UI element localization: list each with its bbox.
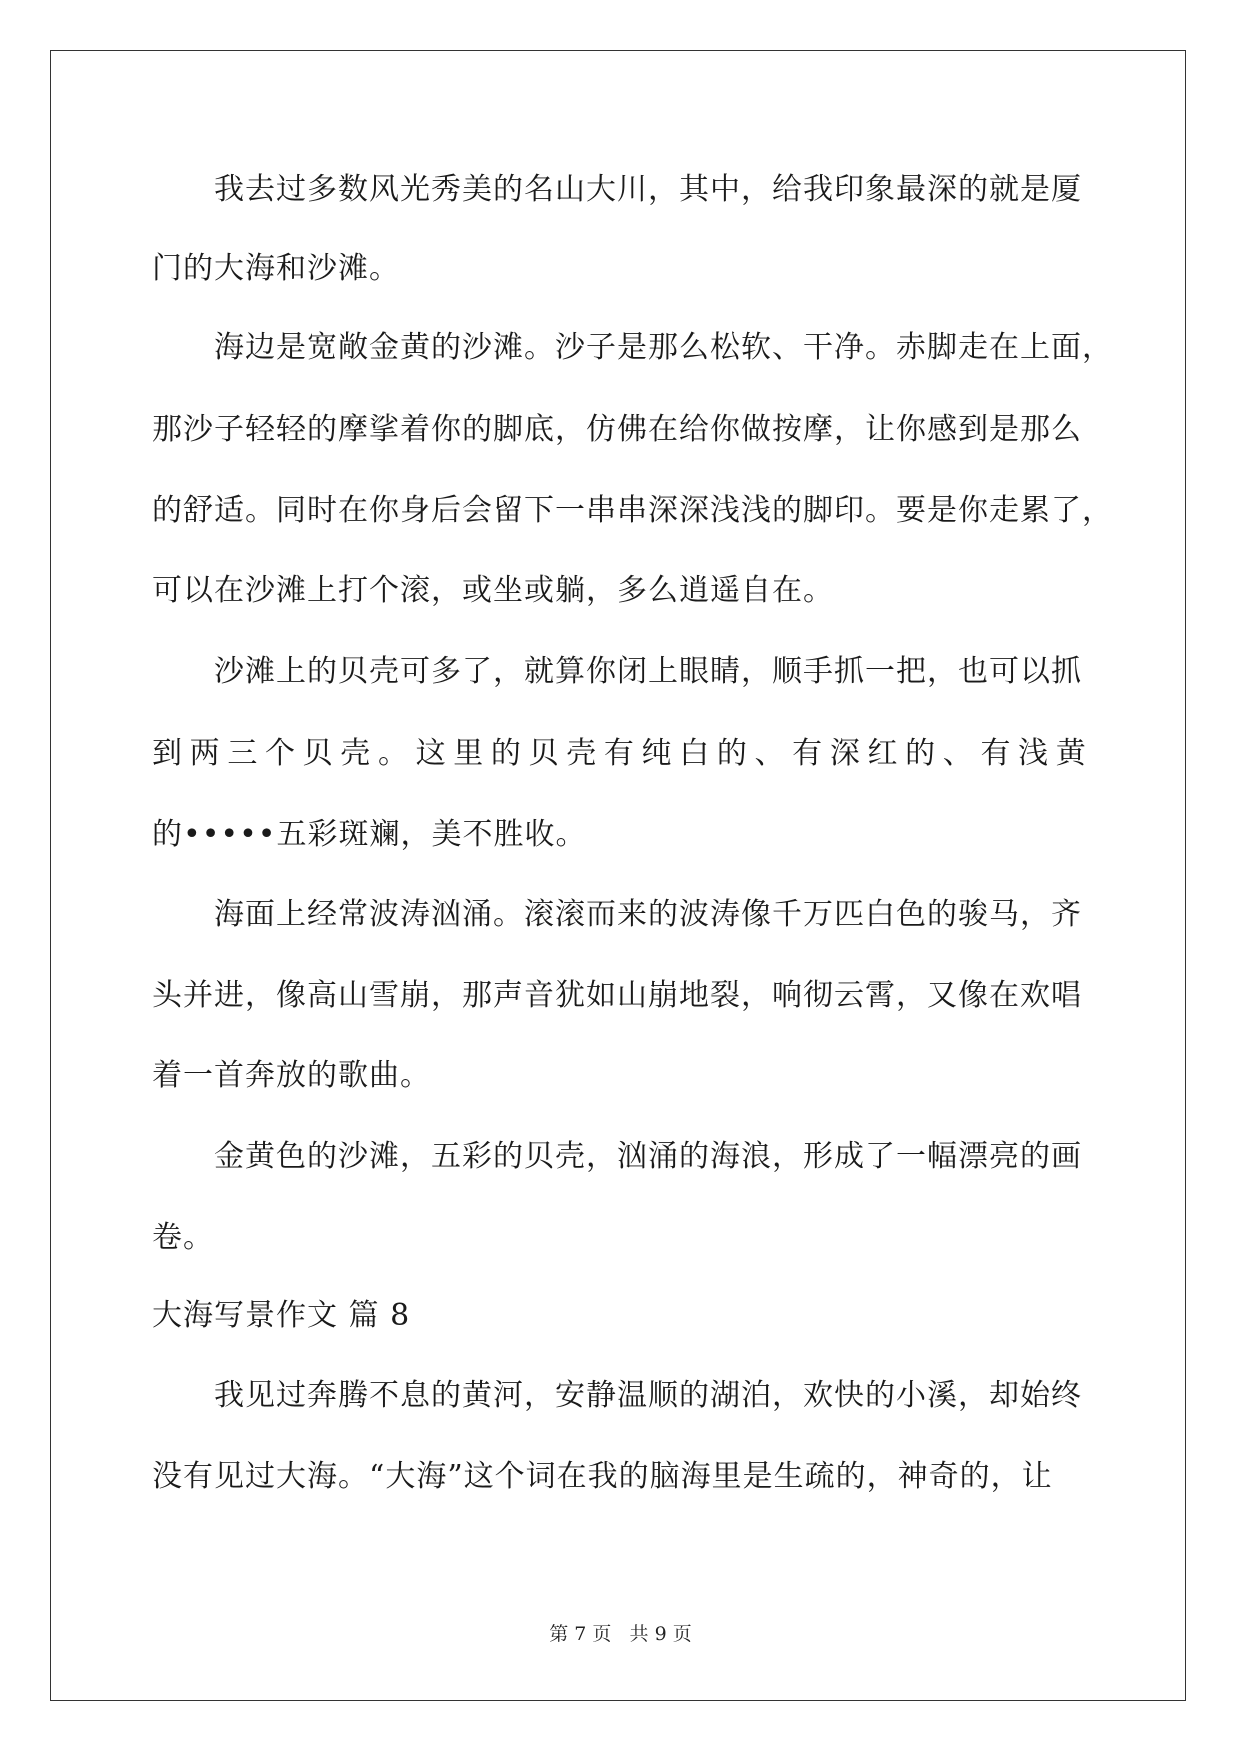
text-line: 金黄色的沙滩，五彩的贝壳，汹涌的海浪，形成了一幅漂亮的画 [214,1139,1082,1174]
text-char: 贝 [528,736,559,771]
text-char: 、 [942,736,973,771]
text-line: 的•••••五彩斑斓，美不胜收。 [152,817,587,852]
text-char: 有 [980,736,1011,771]
text-char: 的 [716,736,747,771]
text-line: 那沙子轻轻的摩挲着你的脚底，仿佛在给你做按摩，让你感到是那么 [152,412,1082,447]
text-char: 两 [189,736,220,771]
text-char: 有 [603,736,634,771]
text-line: 我去过多数风光秀美的名山大川，其中，给我印象最深的就是厦 [214,172,1082,207]
page-border [50,50,1186,1701]
text-char: 贝 [302,736,333,771]
page-number-footer: 第 7 页 共 9 页 [549,1623,692,1645]
section-heading: 大海写景作文 篇 8 [152,1298,411,1333]
text-line: 的舒适。同时在你身后会留下一串串深深浅浅的脚印。要是你走累了， [152,493,1113,528]
text-line: 着一首奔放的歌曲。 [152,1058,431,1093]
text-char: 的 [490,736,521,771]
text-line: 沙滩上的贝壳可多了，就算你闭上眼睛，顺手抓一把，也可以抓 [214,654,1082,689]
text-char: 壳 [340,736,371,771]
text-line-justified [152,734,1086,774]
text-line: 没有见过大海。“大海”这个词在我的脑海里是生疏的，神奇的，让 [152,1459,1053,1494]
text-char: 这 [415,736,446,771]
text-line: 海面上经常波涛汹涌。滚滚而来的波涛像千万匹白色的骏马，齐 [214,897,1082,932]
text-line: 可以在沙滩上打个滚，或坐或躺，多么逍遥自在。 [152,573,834,608]
text-char: 黄 [1055,736,1086,771]
text-line: 头并进，像高山雪崩，那声音犹如山崩地裂，响彻云霄，又像在欢唱 [152,978,1082,1013]
text-char: 的 [905,736,936,771]
text-char: 纯 [641,736,672,771]
text-char: 有 [792,736,823,771]
text-line: 海边是宽敞金黄的沙滩。沙子是那么松软、干净。赤脚走在上面， [214,330,1113,365]
text-char: 红 [867,736,898,771]
text-char: 浅 [1018,736,1049,771]
text-line: 卷。 [152,1220,214,1255]
text-char: 里 [453,736,484,771]
text-line: 门的大海和沙滩。 [152,251,400,286]
text-char: 深 [829,736,860,771]
text-char: 到 [152,736,182,771]
text-char: 三 [227,736,258,771]
text-char: 白 [679,736,710,771]
text-char: 壳 [566,736,597,771]
text-char: 。 [377,736,408,771]
text-char: 、 [754,736,785,771]
text-line: 我见过奔腾不息的黄河，安静温顺的湖泊，欢快的小溪，却始终 [214,1378,1082,1413]
text-char: 个 [264,736,295,771]
